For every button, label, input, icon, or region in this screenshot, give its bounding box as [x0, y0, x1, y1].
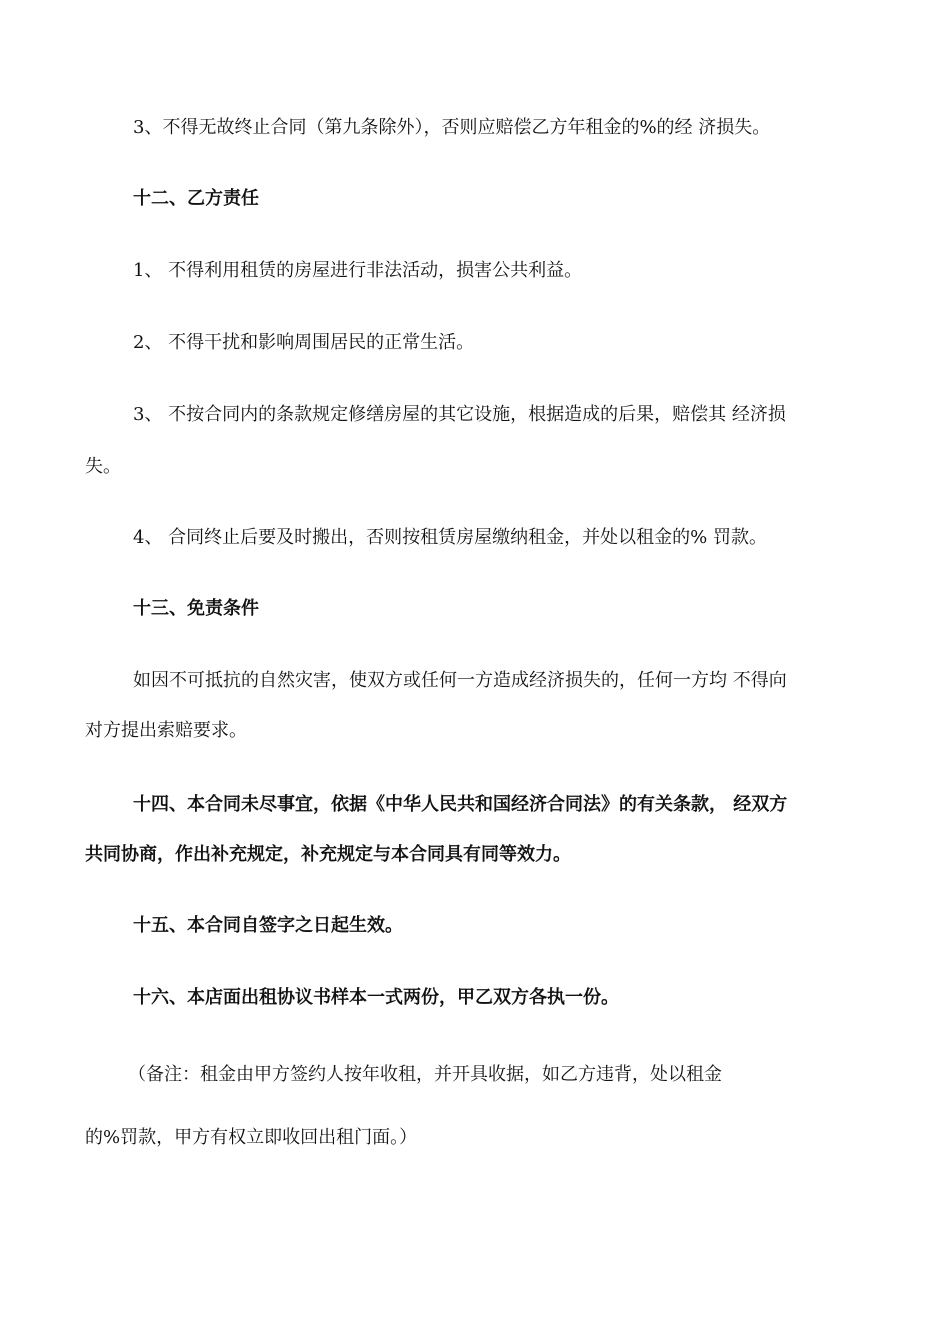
section-12-item-1: 1、 不得利用租赁的房屋进行非法活动，损害公共利益。: [133, 260, 583, 281]
section-14-line-1: 十四、本合同未尽事宜，依据《中华人民共和国经济合同法》的有关条款， 经双方: [133, 794, 788, 815]
section-12-item-4: 4、 合同终止后要及时搬出，否则按租赁房屋缴纳租金，并处以租金的% 罚款。: [133, 527, 767, 548]
section-12-heading: 十二、乙方责任: [133, 188, 259, 209]
section-12-item-2: 2、 不得干扰和影响周围居民的正常生活。: [133, 332, 475, 353]
section-16: 十六、本店面出租协议书样本一式两份，甲乙双方各执一份。: [133, 987, 619, 1008]
note-line-2: 的%罚款，甲方有权立即收回出租门面。）: [85, 1127, 418, 1148]
note-line-1: （备注：租金由甲方签约人按年收租，并开具收据，如乙方违背，处以租金: [128, 1064, 722, 1085]
section-13-text-line-1: 如因不可抵抗的自然灾害，使双方或任何一方造成经济损失的，任何一方均 不得向: [133, 670, 787, 691]
section-14-line-2: 共同协商，作出补充规定，补充规定与本合同具有同等效力。: [85, 844, 571, 865]
section-12-item-3-line-1: 3、 不按合同内的条款规定修缮房屋的其它设施，根据造成的后果，赔偿其 经济损: [133, 404, 786, 425]
section-13-text-line-2: 对方提出索赔要求。: [85, 720, 247, 741]
section-15: 十五、本合同自签字之日起生效。: [133, 915, 403, 936]
section-12-item-3-line-2: 失。: [85, 456, 121, 477]
clause-3-termination: 3、不得无故终止合同（第九条除外），否则应赔偿乙方年租金的%的经 济损失。: [133, 117, 771, 138]
section-13-heading: 十三、免责条件: [133, 598, 259, 619]
